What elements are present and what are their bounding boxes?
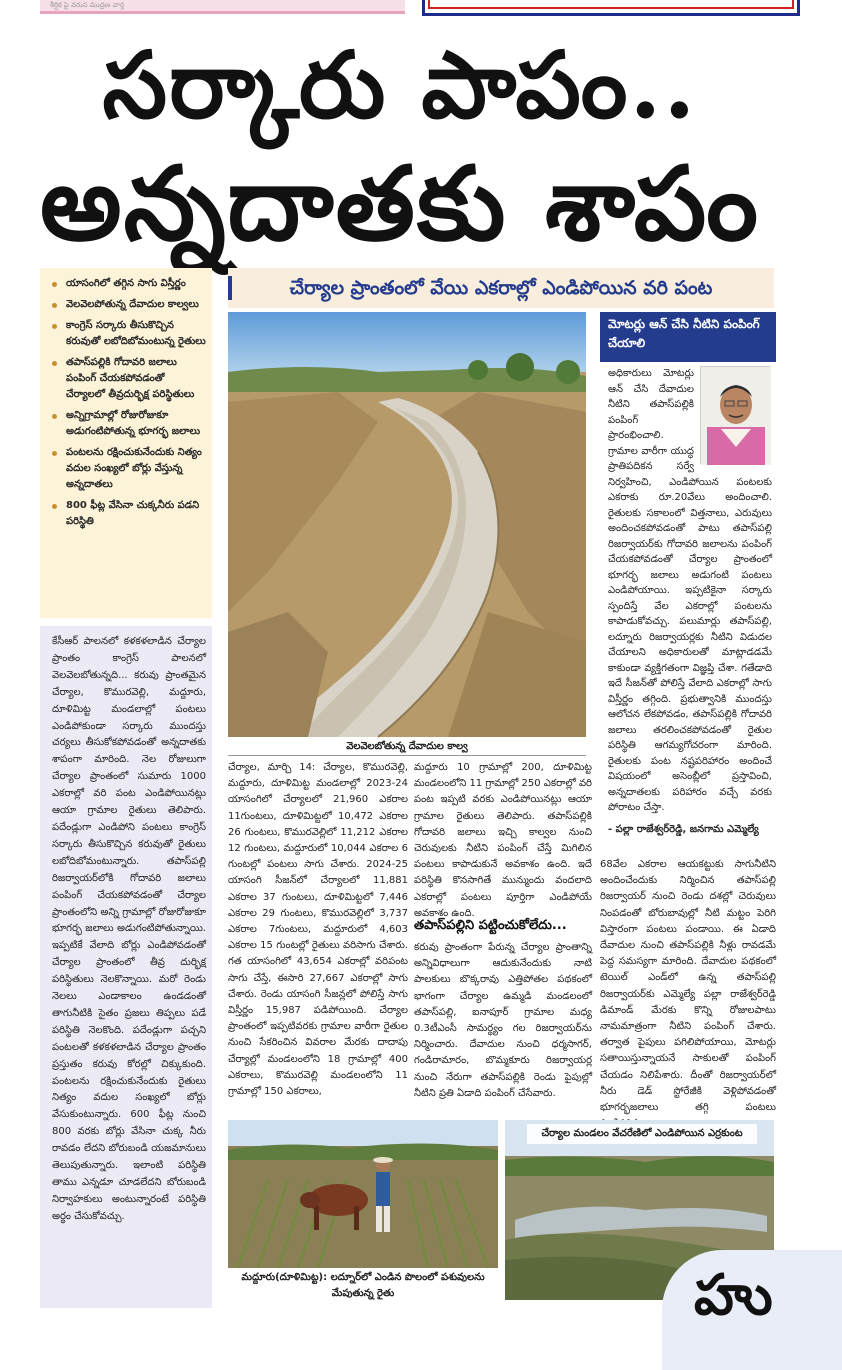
headline-line-2: అన్నదాతకు శాపం — [39, 144, 761, 264]
quote-box-title: మోటర్లు ఆన్‌ చేసి నీటిని పంపింగ్‌ చేయాలి — [600, 312, 776, 362]
highlight-item: అన్నిగ్రామాల్లో రోజురోజుకూ అడుగంటిపోతున్న భూగర్భ జలాలు — [50, 408, 206, 440]
top-snippet: శీర్షిక పై వరుస ముద్రణ వార్త — [40, 0, 405, 14]
quote-box-text: అధికారులు మోటర్లు ఆన్‌ చేసి దేవాదుల నీటిని తపాస్‌పల్లికి పంపింగ్‌ ప్రారంభించాలి. గ్రామాల వారీగా యుద్ధ ప్రాతిపదికన సర్వే నిర్వహించి, ఎండిపోయిన పంటలకు ఎకరాకు రూ.20వేలు అందించాలి. రైతులకు సకాలంలో విత్తనాలు, ఎరువులు అందించకపోవడంతో పాటు తపాస్‌పల్లి రిజర్వాయర్‌కు గోదావరి జలాలను పంపింగ్‌ చేయకపోవడంతో చేర్యాల ప్రాంతంలో భూగర్భ జలాలు అడుగంటి పంటలు ఎండిపోయాయి. ఇప్పటికైనా సర్కారు స్పందిస్తే వేల ఎకరాల్లో పంటలను కాపాడుకోవచ్చు. పలుమార్లు తపాస్‌పల్లి, లద్నూరు రిజర్వాయర్లకు నీటిని విడుదల చేయాలని అధికారులతో మాట్లాడడమే కాకుండా వ్యక్తిగతంగా విజ్ఞప్తి చేశా. గతేడాది ఇదే సీజన్‌తో పోలిస్తే వేలాది ఎకరాల్లో సాగు విస్తీర్ణం తగ్గింది. ప్రభుత్వానికి ముందస్తు ఆలోచన లేకపోవడం, తపాస్‌పల్లికి గోదావరి జలాలు తరలించకపోవడంతో రైతుల పరిస్థితి ఆగమ్యగోచరంగా మారింది. రైతులకు పంట నష్టపరిహారం అందించే విషయంలో అసెంబ్లీలో ప్రస్తావించి, అన్నదాతలకు పరిహారం వచ్చే వరకు పోరాటం చేస్తా. — [608, 368, 772, 813]
highlight-item: 800 ఫీట్ల వేసినా చుక్కనీరు పడని పరిస్థితి — [50, 498, 206, 530]
mla-portrait — [700, 366, 770, 464]
photo-farmer-cattle — [228, 1120, 498, 1268]
headline-line-1: సర్కారు పాపం.. — [102, 31, 698, 139]
mla-quote-box — [600, 312, 776, 852]
left-story-column: కేసీఆర్‌ పాలనలో కళకళలాడిన చేర్యాల ప్రాంతం కాంగ్రెస్‌ పాలనలో వెలవెలబోతున్నది... కరువు ప్రాంతమైన చేర్యాల, కొమురవెల్లి, మద్దూరు, దూళిమిట్ట మండలాల్లో పంటలు ఎండిపోకుండా సర్కారు ముందస్తు చర్యలు తీసుకోకపోవడంతో అన్నదాతకు శాపంగా మారింది. నెల రోజులుగా చేర్యాల ప్రాంతంలో సుమారు 1000 ఎకరాల్లో వరి పంట ఎండిపోయినట్లు ఆయా గ్రామాల రైతులు తెలిపారు. పదేండ్లుగా ఎండిపోని పంటలు కాంగ్రెస్‌ సర్కారు తీసుకొచ్చిన కరువుతో రైతులు లబోదిబోమంటున్నారు. తపాస్‌పల్లి రిజర్వాయర్‌లోకి గోదావరి జలాలు పంపింగ్‌ చేయకపోవడంతో చేర్యాల ప్రాంతంలోని అన్ని గ్రామాల్లో రోజురోజుకూ భూగర్భ జలాలు అడుగంటిపోతున్నాయి. ఇప్పటికే వేలాది బోర్లు ఎండిపోవడంతో చేర్యాల ప్రాంతంలో తీవ్ర దుర్భిక్ష పరిస్థితులు నెలకొన్నాయి. మరో రెండు నెలలు ఎండాకాలం ఉండడంతో తాగునీటికి సైతం ప్రజలు తిప్పలు పడే పరిస్థితి నెలకొంది. పదేండ్లుగా పచ్చని పంటలతో కళకళలాడిన చేర్యాల ప్రాంతం ప్రస్తుతం కరువు కోరల్లో చిక్కుకుంది. పంటలను రక్షించుకునేందుకు రైతులు నిత్యం వదుల సంఖ్యలో బోర్లు వేసుకుంటున్నారు. 600 ఫీట్ల నుంచి 800 వరకు బోర్లు వేసినా చుక్క నీరు రావడం లేదని బోరుబండి యజమానులు తెలుపుతున్నారు. ఇలాంటి పరిస్థితి తాము ఎన్నడూ చూడలేదని బోరుబండి నిర్వాహకులు అంటున్నారంటే పరిస్థితి అర్థం చేసుకోవచ్చు. — [40, 626, 212, 1308]
highlight-item: పంటలను రక్షించుకునేందుకు నిత్యం వదుల సంఖ్యలో బోర్లు వేస్తున్న అన్నదాతలు — [50, 445, 206, 493]
photo2-caption: మద్దూరు(దూళిమిట్ట): లద్నూర్‌లో ఎండిన పొలంలో పశువులను మేపుతున్న రైతు — [241, 1272, 485, 1299]
quote-box-body — [600, 362, 776, 816]
highlights-list — [50, 276, 206, 530]
story-column-2-para-2: కరువు ప్రాంతంగా పేరున్న చేర్యాల ప్రాంతాన్ని అన్నివిధాలుగా ఆదుకునేందుకు నాటి పాలకులు బొక్కరావు ఎత్తిపోతల పథకంలో భాగంగా చేర్యాల ఉమ్మడి మండలంలో తపాస్‌పల్లి, ఐనాపూర్‌ గ్రామాల మధ్య 0.3టీఎంసీ సామర్థ్యం గల రిజర్వాయర్‌ను నిర్మించారు. దేవాదుల నుంచి ధర్మసాగర్‌, గండిరామారం, బొమ్మకూరు రిజర్వాయర్ల నుంచి నేరుగా తపాస్‌పల్లికి రెండు పైపుల్లో నీటిని ప్రతి ఏడాది పంపింగ్‌ చేసేవారు. — [414, 942, 592, 1099]
masthead-frame — [422, 0, 800, 16]
top-strip — [0, 0, 800, 20]
dry-canal-illustration — [228, 312, 586, 737]
highlight-item: తపాస్‌పల్లికి గోదావరి జలాలు పంపింగ్‌ చేయకపోవడంతో చేర్యాలలో తీవ్రదుర్భిక్ష పరిస్థితులు — [50, 355, 206, 403]
story-column-1: చేర్యాల, మార్చి 14: చేర్యాల, కొమురవెల్లి, మద్దూరు, దూళిమిట్ట మండలాల్లో 2023-24 యాసంగిలో చేర్యాలలో 21,960 ఎకరాల 11గుంటలు, దూళిమిట్టలో 10,472 ఎకరాల 26 గుంటలు, కొమురవెల్లిలో 11,212 ఎకరాల 12 గుంటలు, మద్దూరులో 10,044 ఎకరాల 6 గుంటల్లో పంటలు సాగు చేశారు. 2024-25 యాసంగి సీజన్‌లో చేర్యాలలో 11,881 ఎకరాల 37 గుంటలు, దూళిమిట్టలో 7,446 ఎకరాల 29 గుంటలు, కొమురవెల్లిలో 3,737 ఎకరాల 7గుంటలు, మద్దూరులో 4,603 ఎకరాల 15 గుంటల్లో రైతులు వరిసాగు చేశారు. గత యాసంగిలో 43,654 ఎకరాల్లో వరిపంట సాగు చేస్తే, ఈసారి 27,667 ఎకరాల్లో సాగు చేశారు. రెండు యాసంగి సీజన్లలో పోలిస్తే సాగు విస్తీర్ణం 15,987 పడిపోయింది. చేర్యాల ప్రాంతంలో ఇప్పటివరకు గ్రామాల వారీగా రైతుల నుంచి సేకరించిన వివరాల మేరకు దాదాపు చేర్యాల్లో మండలంలోని 18 గ్రామాల్లో 400 ఎకరాలు, కొమురవెల్లి మండలంలోని 11 గ్రామాల్లో 150 ఎకరాలు, — [228, 762, 408, 1098]
subheadline — [228, 268, 774, 308]
story-subheading: తపాస్‌పల్లిని పట్టించుకోలేదు... — [414, 918, 567, 933]
story-column-2 — [414, 760, 592, 1099]
photo3-title: చేర్యాల మండలం వేచరేణిలో ఎండిపోయిన ఎర్రకుంట — [527, 1124, 757, 1144]
quote-signature: - పల్లా రాజేశ్వర్‌రెడ్డి, జనగామ ఎమ్మెల్యే — [608, 824, 759, 835]
main-photo-dry-canal — [228, 312, 586, 737]
story-column-3: 68వేల ఎకరాల ఆయకట్టుకు సాగునీటిని అందించేందుకు నిర్మించిన తపాస్‌పల్లి రిజర్వాయర్‌ నుంచి రెండు దశల్లో చెరువులు నింపడంతో బోరుబావుల్లో నీటి మట్టం పెరిగి విస్తారంగా పంటలు పండాయి. ఈ ఏడాది దేవాదుల నుంచి తపాస్‌పల్లికి నీళ్లు రావడమే పెద్ద సమస్యగా మారింది. దేవాదుల పథకంలో టెయిల్‌ ఎండ్‌లో ఉన్న తపాస్‌పల్లి రిజర్వాయర్‌కు ఎమ్మెల్యే పల్లా రాజేశ్వర్‌రెడ్డి డిమాండ్‌ మేరకు కొన్ని రోజులపాటు నామమాత్రంగా నీటిని పంపింగ్‌ చేశారు. తర్వాత పైపులు పగిలిపోయాయి, మోటర్లు సతాయిస్తున్నాయనే సాకులతో పంపింగ్‌ చేయడం నిలిపేశారు. దీంతో రిజర్వాయర్‌లో నీరు డెడ్‌ స్టోరేజీకి వెళ్లిపోవడంతో భూగర్భజలాలు తగ్గి పంటలు — [600, 859, 776, 1114]
highlight-item: వెలవెలపోతున్న దేవాదుల కాల్వలు — [50, 297, 206, 313]
promo-corner — [662, 1250, 842, 1370]
promo-text: హు — [694, 1262, 773, 1328]
story-column-2-para: మద్దూరు 10 గ్రామాల్లో 200, దూళిమిట్ట మండలంలోని 11 గ్రామాల్లో 250 ఎకరాల్లో వరి పంట ఇప్పటి వరకు ఎండిపోయినట్లు ఆయా గ్రామాల రైతులు తెలిపారు. తపాస్‌పల్లికి గోదావరి జలాలు ఇచ్చి కాల్వల నుంచి చెరువులకు నీటిని పంపింగ్‌ చేస్తే మిగిలిన పంటలు కాపాడుకునే అవకాశం ఉంది. ఇదే పరిస్థితి కొనసాగితే మున్ముందు వందలాది ఎకరాల్లో పంటలు పూర్తిగా ఎండిపోయే అవకాశం ఉంది. — [414, 762, 592, 919]
portrait-illustration — [701, 367, 771, 465]
subheadline-text: చేర్యాల ప్రాంతంలో వేయి ఎకరాల్లో ఎండిపోయిన వరి పంట — [289, 277, 713, 299]
farmer-cattle-illustration — [228, 1120, 498, 1268]
highlights-box — [40, 268, 212, 618]
highlight-item: కాంగ్రెస్‌ సర్కారు తీసుకొచ్చిన కరువుతో లబోదిబోమంటున్న రైతులు — [50, 318, 206, 350]
subheadline-accent-bar — [228, 276, 232, 300]
highlight-item: యాసంగిలో తగ్గిన సాగు విస్తీర్ణం — [50, 276, 206, 292]
main-photo-caption: వెలవెలబోతున్న దేవాదుల కాల్వ — [228, 738, 586, 756]
